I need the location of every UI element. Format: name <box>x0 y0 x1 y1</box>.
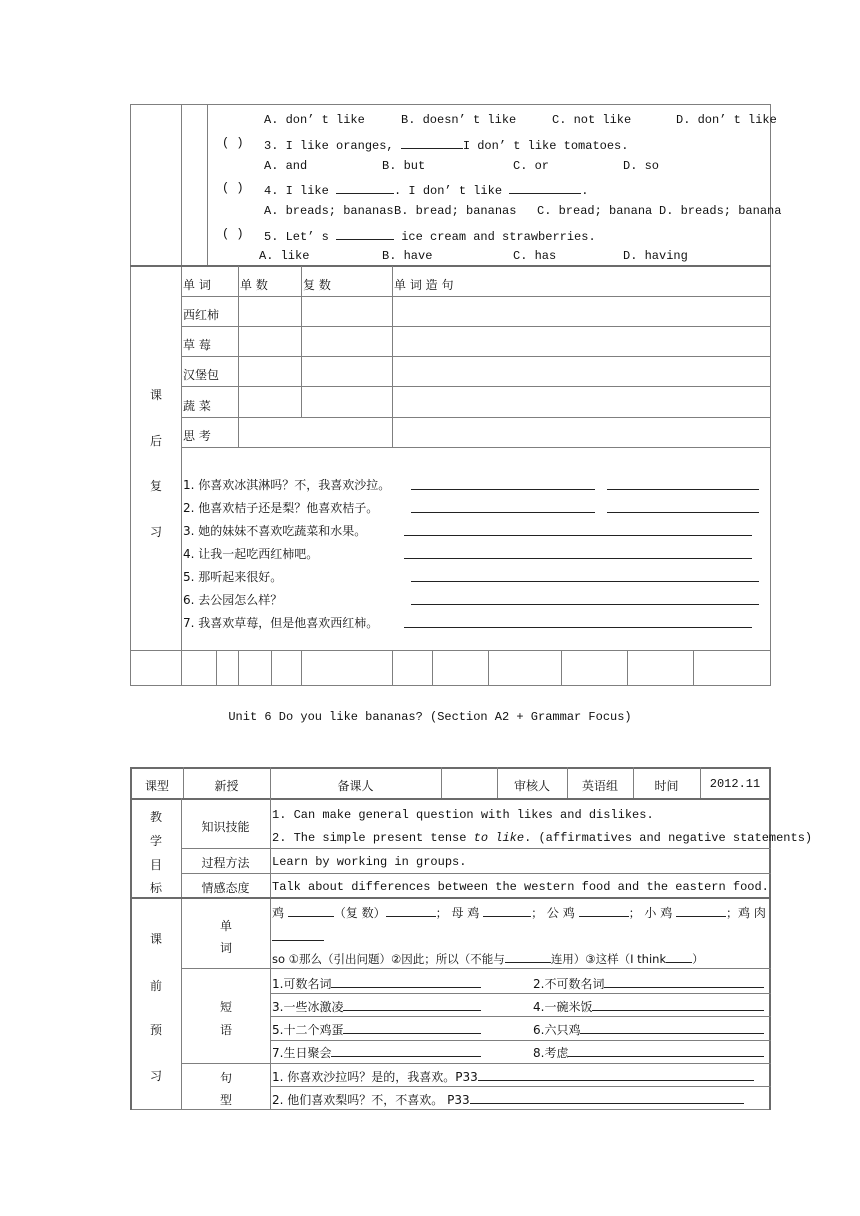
patterns-label-char: 型 <box>220 1093 233 1107</box>
q5-option-c: C. has <box>513 249 557 263</box>
sentence-4: 4. 让我一起吃西红柿吧。 <box>183 547 319 561</box>
answer-line[interactable] <box>404 535 752 536</box>
words-line-1: 鸡 （复 数） ； 母 鸡 ； 公 鸡 ； 小 鸡 ；鸡 肉 <box>272 906 766 920</box>
preview-label-char: 预 <box>150 1023 163 1037</box>
answer-line[interactable] <box>607 489 759 490</box>
q3-blank[interactable] <box>401 136 463 149</box>
answer-line[interactable] <box>404 627 752 628</box>
answer-line[interactable] <box>411 512 595 513</box>
q3-question: 3. I like oranges, I don’ t like tomatoes. <box>264 136 628 153</box>
words-line-2: so ①那么（引出问题）②因此；所以（不能与 连用）③这样（I think ） <box>272 952 704 966</box>
lesson-type-value: 新授 <box>214 779 239 793</box>
goals-label-char: 目 <box>150 858 163 872</box>
word-hamburger: 汉堡包 <box>183 368 220 382</box>
table-border-right <box>770 104 771 686</box>
goals-label-char: 标 <box>150 881 163 895</box>
word-strawberry: 草 莓 <box>183 338 211 352</box>
think-label: 思 考 <box>183 429 211 443</box>
phrase-3: 3.一些冰激凌 <box>272 998 481 1015</box>
table-border-left <box>130 104 131 686</box>
knowledge-label: 知识技能 <box>201 820 250 834</box>
preview-label-char: 前 <box>150 979 163 993</box>
q3-option-d: D. so <box>623 159 660 173</box>
q2-option-b: B. doesn’ t like <box>401 113 517 127</box>
q4-answer-paren[interactable]: ( ) <box>222 181 244 195</box>
side-label-char: 复 <box>150 479 163 493</box>
process-text: Learn by working in groups. <box>272 855 467 869</box>
answer-line[interactable] <box>411 581 759 582</box>
q5-option-d: D. having <box>623 249 688 263</box>
phrase-4: 4.一碗米饭 <box>533 998 764 1015</box>
phrase-5: 5.十二个鸡蛋 <box>272 1021 481 1038</box>
answer-line[interactable] <box>404 558 752 559</box>
answer-line[interactable] <box>607 512 759 513</box>
q4-option-b: B. bread; bananas <box>394 204 517 218</box>
phrase-7: 7.生日聚会 <box>272 1044 481 1061</box>
process-label: 过程方法 <box>201 856 250 870</box>
q5-option-a: A. like <box>259 249 310 263</box>
side-label-char: 后 <box>150 434 163 448</box>
q4-question: 4. I like . I don’ t like . <box>264 181 588 198</box>
preview-label-char: 课 <box>150 932 163 946</box>
side-label-char: 习 <box>150 525 163 539</box>
blank-chicken-meat[interactable] <box>272 928 324 941</box>
phrase-6: 6.六只鸡 <box>533 1021 764 1038</box>
q3-option-a: A. and <box>264 159 308 173</box>
preparer-label: 备课人 <box>337 779 374 793</box>
pattern-1: 1. 你喜欢沙拉吗？是的，我喜欢。P33 <box>272 1068 754 1085</box>
sentence-7: 7. 我喜欢草莓，但是他喜欢西红柿。 <box>183 616 379 630</box>
word-vegetable: 蔬 菜 <box>183 399 211 413</box>
q5-option-b: B. have <box>382 249 433 263</box>
q5-answer-paren[interactable]: ( ) <box>222 227 244 241</box>
words-label-char: 词 <box>220 941 233 955</box>
goals-label-char: 教 <box>150 810 163 824</box>
header-sentence: 单 词 造 句 <box>394 278 454 292</box>
phrase-1: 1.可数名词 <box>272 975 481 992</box>
emotion-text: Talk about differences between the western food and the eastern food. <box>272 880 769 894</box>
words-label-char: 单 <box>220 919 233 933</box>
q5-blank[interactable] <box>336 227 394 240</box>
q4-blank-1[interactable] <box>336 181 394 194</box>
sentence-2: 2. 他喜欢桔子还是梨？他喜欢桔子。 <box>183 501 379 515</box>
sentence-1: 1. 你喜欢冰淇淋吗？不，我喜欢沙拉。 <box>183 478 391 492</box>
phrase-2: 2.不可数名词 <box>533 975 764 992</box>
table-border-bottom <box>130 685 771 686</box>
q4-option-d: D. breads; banana <box>659 204 782 218</box>
q4-option-a: A. breads; bananas <box>264 204 394 218</box>
reviewer-label: 审核人 <box>513 779 550 793</box>
emotion-label: 情感态度 <box>201 881 250 895</box>
preview-label-char: 习 <box>150 1069 163 1083</box>
header-word: 单 词 <box>183 278 211 292</box>
q5-question: 5. Let’ s ice cream and strawberries. <box>264 227 596 244</box>
knowledge-line-1: 1. Can make general question with likes and dislikes. <box>272 808 654 822</box>
phrases-label-char: 短 <box>220 1000 233 1014</box>
sentence-3: 3. 她的妹妹不喜欢吃蔬菜和水果。 <box>183 524 367 538</box>
side-label-char: 课 <box>150 388 163 402</box>
time-value: 2012.11 <box>709 777 761 791</box>
patterns-label-char: 句 <box>220 1071 233 1085</box>
time-label: 时间 <box>654 779 679 793</box>
sentence-5: 5. 那听起来很好。 <box>183 570 283 584</box>
knowledge-line-2: 2. The simple present tense to like. (affirmatives and negative statements) <box>272 831 813 845</box>
goals-label-char: 学 <box>150 834 163 848</box>
phrases-label-char: 语 <box>220 1023 233 1037</box>
answer-line[interactable] <box>411 604 759 605</box>
q3-option-c: C. or <box>513 159 550 173</box>
table-border-top <box>130 104 771 105</box>
answer-line[interactable] <box>411 489 595 490</box>
q3-answer-paren[interactable]: ( ) <box>222 136 244 150</box>
q3-option-b: B. but <box>382 159 426 173</box>
lesson-type-label: 课型 <box>144 779 169 793</box>
sentence-6: 6. 去公园怎么样？ <box>183 593 283 607</box>
q2-option-d: D. don’ t like <box>676 113 777 127</box>
q2-option-a: A. don’ t like <box>264 113 365 127</box>
word-tomato: 西红柿 <box>183 308 220 322</box>
reviewer-value: 英语组 <box>581 779 618 793</box>
phrase-8: 8.考虑 <box>533 1044 764 1061</box>
q4-blank-2[interactable] <box>509 181 581 194</box>
unit-title: Unit 6 Do you like bananas? (Section A2 + Grammar Focus) <box>228 710 632 724</box>
header-plural: 复 数 <box>303 278 331 292</box>
pattern-2: 2. 他们喜欢梨吗？不，不喜欢。 P33 <box>272 1091 744 1108</box>
header-singular: 单 数 <box>240 278 268 292</box>
q2-option-c: C. not like <box>552 113 632 127</box>
q4-option-c: C. bread; banana <box>537 204 653 218</box>
